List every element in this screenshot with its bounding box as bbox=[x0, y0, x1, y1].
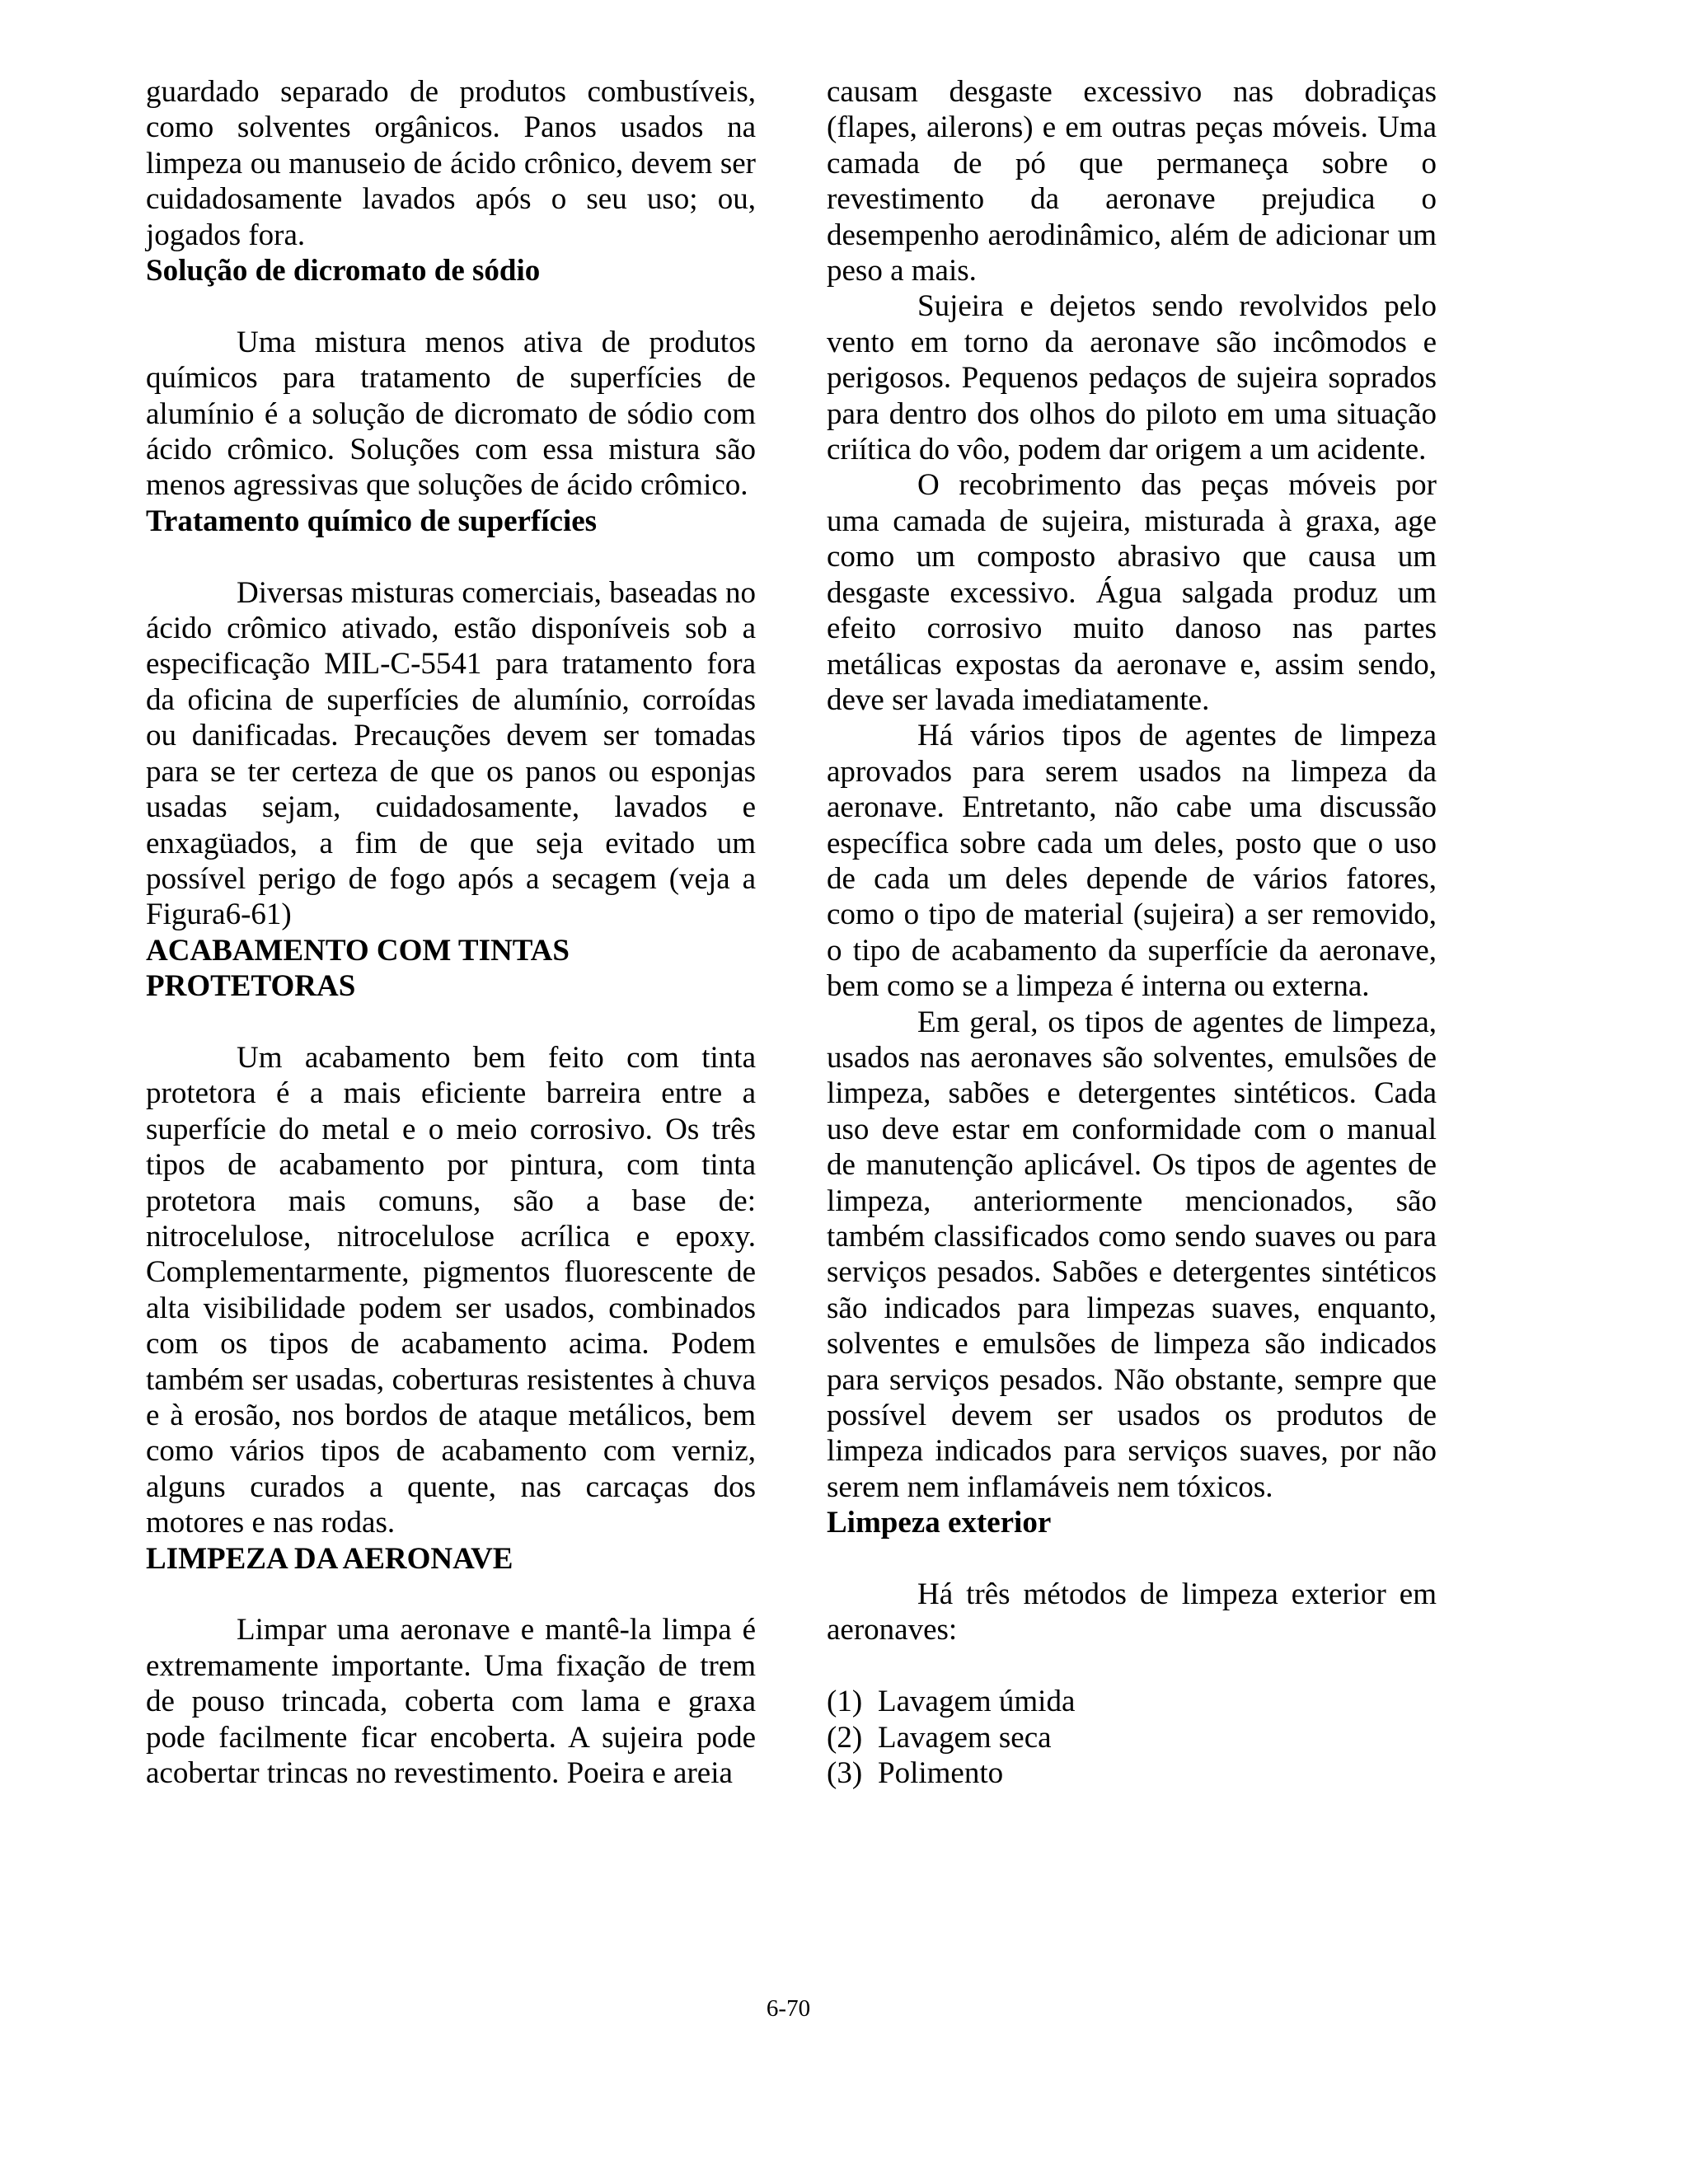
list-number: (1) bbox=[827, 1685, 863, 1719]
heading-acabamento: ACABAMENTO COM TINTAS PROTETORAS bbox=[146, 933, 570, 1004]
paragraph-geral: Em geral, os tipos de agentes de limpeza, usados nas aeronaves são solventes, emulsões de limpeza, sabões e detergentes sintéticos. Cada uso deve estar em conformidade com o manual de manutenção aplicável. Os tipos de agentes de limpeza, anteriormente mencionados, são também classificados como sendo suaves ou para serviços pesados. Sabões e detergentes sintéticos são indicados para limpezas suaves, enquanto, solventes e emulsões de limpeza são indicados para serviços pesados. Não obstante, sempre que possível devem ser usados os produtos de limpeza indicados para serviços suaves, por não serem nem inflamáveis nem tóxicos. bbox=[827, 1005, 1437, 1504]
heading-limpeza: LIMPEZA DA AERONAVE bbox=[146, 1541, 513, 1576]
heading-tratamento: Tratamento químico de superfícies bbox=[146, 504, 598, 538]
list-label: Polimento bbox=[878, 1756, 1004, 1791]
list-number: (3) bbox=[827, 1756, 863, 1791]
paragraph-acabamento: Um acabamento bem feito com tinta protetora é a mais eficiente barreira entre a superfície do metal e o meio corrosivo. Os três tipos de acabamento por pintura, com tinta protetora mais comuns, são a base de: nitrocelulose, nitrocelulose acrílica e epoxy. Complementarmente, pigmentos fluorescente de alta visibilidade podem ser usados, combinados com os tipos de acabamento acima. Podem também ser usadas, coberturas resistentes à chuva e à erosão, nos bordos de ataque metálicos, bem como vários tipos de acabamento com verniz, alguns curados a quente, nas carcaças dos motores e nas rodas. bbox=[146, 1040, 756, 1540]
paragraph-tratamento: Diversas misturas comerciais, baseadas no ácido crômico ativado, estão disponíveis sob a especificação MIL-C-5541 para tratamento fora da oficina de superfícies de alumínio, corroídas ou danificadas. Precauções devem ser tomadas para se ter certeza de que os panos ou esponjas usadas sejam, cuidadosamente, lavados e enxagüados, a fim de que seja evitado um possível perigo de fogo após a secagem (veja a Figura6-61) bbox=[146, 575, 756, 932]
paragraph-intro: guardado separado de produtos combustíveis, como solventes orgânicos. Panos usados na limpeza ou manuseio de ácido crônico, devem ser cuidadosamente lavados após o seu uso; ou, jogados fora. bbox=[146, 75, 756, 252]
paragraph-continue: causam desgaste excessivo nas dobradiças (flapes, ailerons) e em outras peças móveis. Uma camada de pó que permaneça sobre o revestimento da aeronave prejudica o desempenho aerodinâmico, além de adicionar um peso a mais. bbox=[827, 75, 1437, 288]
paragraph-sujeira: Sujeira e dejetos sendo revolvidos pelo vento em torno da aeronave são incômodos e perigosos. Pequenos pedaços de sujeira soprados para dentro dos olhos do piloto em uma situação criítica do vôo, podem dar origem a um acidente. bbox=[827, 289, 1437, 467]
heading-dicromato: Solução de dicromato de sódio bbox=[146, 254, 541, 288]
methods-list bbox=[827, 1684, 1437, 1791]
paragraph-exterior: Há três métodos de limpeza exterior em aeronaves: bbox=[827, 1577, 1437, 1647]
paragraph-recobrimento: O recobrimento das peças móveis por uma camada de sujeira, misturada à graxa, age como um composto abrasivo que causa um desgaste excessivo. Água salgada produz um efeito corrosivo muito danoso nas partes metálicas expostas da aeronave e, assim sendo, deve ser lavada imediatamente. bbox=[827, 468, 1437, 717]
list-item bbox=[827, 1755, 1437, 1791]
left-column bbox=[146, 74, 756, 1791]
right-column bbox=[827, 74, 1437, 1791]
page-number: 6-70 bbox=[766, 1995, 811, 2022]
paragraph-agentes: Há vários tipos de agentes de limpeza aprovados para serem usados na limpeza da aeronave. Entretanto, não cabe uma discussão específica sobre cada um deles, posto que o uso de cada um deles depende de vários fatores, como o tipo de material (sujeira) a ser removido, o tipo de acabamento da superfície da aeronave, bem como se a limpeza é interna ou externa. bbox=[827, 719, 1437, 1004]
heading-exterior: Limpeza exterior bbox=[827, 1506, 1052, 1540]
paragraph-dicromato: Uma mistura menos ativa de produtos químicos para tratamento de superfícies de alumínio é a solução de dicromato de sódio com ácido crômico. Soluções com essa mistura são menos agressivas que soluções de ácido crômico. bbox=[146, 325, 756, 503]
list-number: (2) bbox=[827, 1720, 863, 1755]
list-item bbox=[827, 1720, 1437, 1755]
paragraph-limpeza: Limpar uma aeronave e mantê-la limpa é extremamente importante. Uma fixação de trem de pouso trincada, coberta com lama e graxa pode facilmente ficar encoberta. A sujeira pode acobertar trincas no revestimento. Poeira e areia bbox=[146, 1613, 756, 1791]
list-label: Lavagem seca bbox=[878, 1720, 1052, 1755]
list-label: Lavagem úmida bbox=[878, 1685, 1076, 1719]
list-item bbox=[827, 1684, 1437, 1719]
